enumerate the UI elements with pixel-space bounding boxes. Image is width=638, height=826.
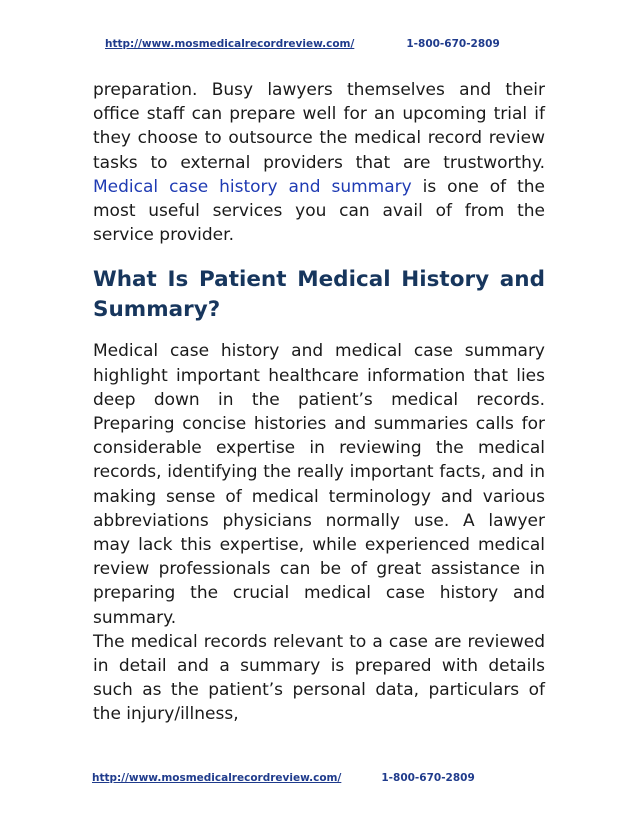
page-header [105, 38, 500, 50]
footer-phone: 1-800-670-2809 [381, 772, 475, 784]
body-paragraph-1: Medical case history and medical case summary highlight important healthcare information that lies deep down in the patient’s medical records. Preparing concise histories and summaries calls for considerable expertise in reviewing the medical records, identifying the really important facts, and in making sense of medical terminology and various abbreviations physicians normally use. A lawyer may lack this expertise, while experienced medical review professionals can be of great assistance in preparing the crucial medical case history and summary. [93, 341, 545, 628]
intro-text-before: preparation. Busy lawyers themselves and their office staff can prepare well for an upcoming trial if they choose to outsource the medical record review tasks to external providers that are trustworthy. [93, 80, 545, 173]
page-footer [92, 772, 475, 784]
medical-case-history-link[interactable]: Medical case history and summary [93, 176, 412, 197]
section-heading: What Is Patient Medical History and Summary? [93, 267, 545, 323]
intro-text-after: is one of the most useful services you can avail of from the service provider. [93, 176, 545, 246]
header-url-link[interactable]: http://www.mosmedicalrecordreview.com/ [105, 38, 355, 50]
header-phone: 1-800-670-2809 [406, 38, 500, 50]
footer-url-link[interactable]: http://www.mosmedicalrecordreview.com/ [92, 772, 342, 784]
document-body [93, 78, 545, 727]
intro-paragraph [93, 78, 545, 247]
body-paragraph-2: The medical records relevant to a case are reviewed in detail and a summary is prepared with details such as the patient’s personal data, particulars of the injury/illness, [93, 631, 545, 725]
